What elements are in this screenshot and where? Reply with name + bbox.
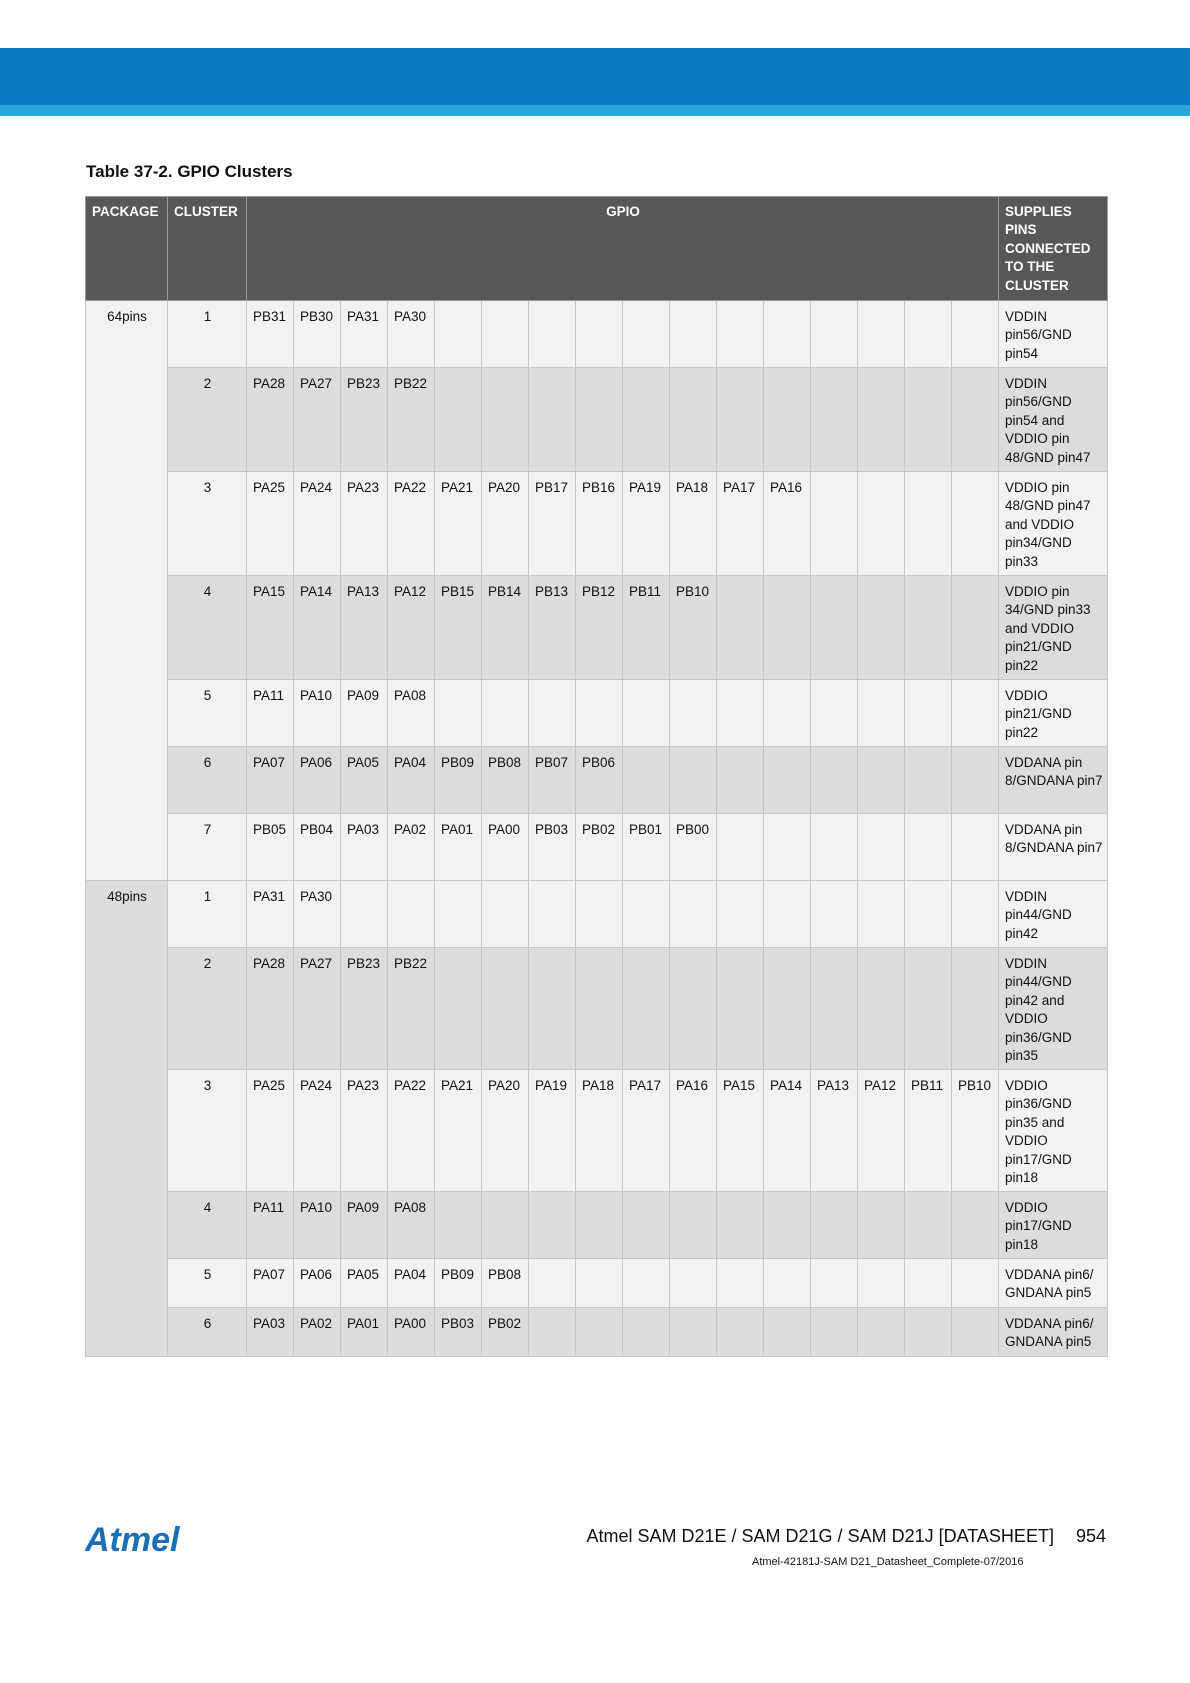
- gpio-cell: [717, 1259, 764, 1308]
- gpio-cell: [717, 368, 764, 472]
- gpio-cell: PA27: [294, 948, 341, 1070]
- gpio-cell: [670, 1308, 717, 1357]
- gpio-cell: [952, 301, 999, 368]
- gpio-cell: PB09: [435, 1259, 482, 1308]
- gpio-cell: [905, 368, 952, 472]
- gpio-cell: [905, 301, 952, 368]
- gpio-cell: PA10: [294, 680, 341, 747]
- gpio-cell: PA28: [247, 368, 294, 472]
- gpio-cell: [717, 680, 764, 747]
- gpio-cell: PA01: [341, 1308, 388, 1357]
- gpio-cell: [952, 576, 999, 680]
- supplies-cell: VDDANA pin 8/GNDANA pin7: [999, 814, 1108, 881]
- gpio-cell: PA24: [294, 472, 341, 576]
- cluster-cell: 2: [168, 368, 247, 472]
- gpio-cell: [576, 948, 623, 1070]
- gpio-cell: [764, 1259, 811, 1308]
- package-cell: 64pins: [86, 301, 168, 881]
- gpio-cell: PA09: [341, 680, 388, 747]
- header-band: [0, 48, 1190, 105]
- gpio-cell: PA04: [388, 747, 435, 814]
- gpio-cell: [623, 368, 670, 472]
- gpio-cell: PB15: [435, 576, 482, 680]
- table-row: [86, 1070, 1108, 1192]
- gpio-cell: PA09: [341, 1192, 388, 1259]
- gpio-cell: [905, 576, 952, 680]
- supplies-cell: VDDIO pin17/GND pin18: [999, 1192, 1108, 1259]
- gpio-cell: PA11: [247, 1192, 294, 1259]
- gpio-cell: PA01: [435, 814, 482, 881]
- supplies-cell: VDDANA pin6/ GNDANA pin5: [999, 1259, 1108, 1308]
- atmel-logo: [85, 1519, 201, 1559]
- gpio-cell: PB12: [576, 576, 623, 680]
- gpio-cell: [811, 1192, 858, 1259]
- gpio-cell: PA03: [247, 1308, 294, 1357]
- page-number: 954: [1075, 1526, 1106, 1546]
- gpio-cell: PB00: [670, 814, 717, 881]
- gpio-cell: [811, 1259, 858, 1308]
- gpio-cell: [858, 301, 905, 368]
- gpio-cell: PA07: [247, 1259, 294, 1308]
- gpio-cell: PA30: [388, 301, 435, 368]
- gpio-cell: PA08: [388, 1192, 435, 1259]
- gpio-cell: [811, 1308, 858, 1357]
- gpio-cell: PA05: [341, 1259, 388, 1308]
- gpio-cell: [764, 680, 811, 747]
- gpio-cell: PA23: [341, 1070, 388, 1192]
- gpio-cell: PB10: [952, 1070, 999, 1192]
- gpio-cell: PA27: [294, 368, 341, 472]
- gpio-cell: PA00: [388, 1308, 435, 1357]
- gpio-cell: [529, 301, 576, 368]
- gpio-cell: PA08: [388, 680, 435, 747]
- gpio-cell: PB13: [529, 576, 576, 680]
- supplies-cell: VDDANA pin6/ GNDANA pin5: [999, 1308, 1108, 1357]
- gpio-cell: PA16: [670, 1070, 717, 1192]
- gpio-cell: [717, 576, 764, 680]
- gpio-cell: PB11: [623, 576, 670, 680]
- supplies-cell: VDDIN pin44/GND pin42: [999, 881, 1108, 948]
- package-cell: 48pins: [86, 881, 168, 1357]
- gpio-cell: [811, 814, 858, 881]
- gpio-cell: PA02: [294, 1308, 341, 1357]
- table-body: [86, 301, 1108, 1357]
- table-row: [86, 576, 1108, 680]
- cluster-cell: 3: [168, 1070, 247, 1192]
- atmel-logo-text: Atmel: [85, 1521, 180, 1559]
- gpio-cell: PB03: [435, 1308, 482, 1357]
- table-row: [86, 881, 1108, 948]
- gpio-cell: [482, 301, 529, 368]
- gpio-cell: [623, 680, 670, 747]
- gpio-cell: [811, 301, 858, 368]
- gpio-cell: [952, 881, 999, 948]
- gpio-cell: PA06: [294, 1259, 341, 1308]
- gpio-cell: PB02: [576, 814, 623, 881]
- gpio-cell: [670, 948, 717, 1070]
- header-gpio: GPIO: [247, 197, 999, 301]
- gpio-cell: PB22: [388, 948, 435, 1070]
- table-row: [86, 301, 1108, 368]
- gpio-cell: [811, 368, 858, 472]
- gpio-cell: [435, 948, 482, 1070]
- gpio-cell: [952, 680, 999, 747]
- gpio-cell: [435, 1192, 482, 1259]
- gpio-cell: [482, 368, 529, 472]
- cluster-cell: 5: [168, 1259, 247, 1308]
- gpio-cell: PA05: [341, 747, 388, 814]
- gpio-cell: PA16: [764, 472, 811, 576]
- gpio-cell: [858, 747, 905, 814]
- gpio-cell: [811, 576, 858, 680]
- gpio-cell: [576, 301, 623, 368]
- gpio-cell: PB23: [341, 368, 388, 472]
- gpio-cell: [623, 948, 670, 1070]
- gpio-cell: [717, 1308, 764, 1357]
- gpio-cell: [858, 1308, 905, 1357]
- supplies-cell: VDDIO pin 48/GND pin47 and VDDIO pin34/GND pin33: [999, 472, 1108, 576]
- gpio-cell: [952, 368, 999, 472]
- gpio-cell: PA20: [482, 1070, 529, 1192]
- gpio-cell: PA28: [247, 948, 294, 1070]
- gpio-cell: [576, 1192, 623, 1259]
- cluster-cell: 1: [168, 881, 247, 948]
- cluster-cell: 5: [168, 680, 247, 747]
- gpio-cell: PA25: [247, 472, 294, 576]
- gpio-cell: [388, 881, 435, 948]
- gpio-cell: PB09: [435, 747, 482, 814]
- gpio-cell: [482, 680, 529, 747]
- gpio-cell: [623, 301, 670, 368]
- gpio-cell: [576, 368, 623, 472]
- gpio-cell: PA17: [623, 1070, 670, 1192]
- header-cluster: CLUSTER: [168, 197, 247, 301]
- gpio-cell: [623, 1259, 670, 1308]
- gpio-cell: [952, 1192, 999, 1259]
- gpio-cell: [858, 1192, 905, 1259]
- gpio-cell: PB10: [670, 576, 717, 680]
- gpio-cell: [576, 680, 623, 747]
- gpio-clusters-table: [85, 196, 1108, 1357]
- gpio-cell: PA18: [670, 472, 717, 576]
- gpio-cell: PB08: [482, 1259, 529, 1308]
- cluster-cell: 3: [168, 472, 247, 576]
- gpio-cell: [576, 881, 623, 948]
- gpio-cell: [858, 881, 905, 948]
- gpio-cell: [576, 1308, 623, 1357]
- gpio-cell: PB31: [247, 301, 294, 368]
- gpio-cell: PA00: [482, 814, 529, 881]
- supplies-cell: VDDIO pin36/GND pin35 and VDDIO pin17/GND pin18: [999, 1070, 1108, 1192]
- gpio-cell: PB02: [482, 1308, 529, 1357]
- gpio-cell: PB04: [294, 814, 341, 881]
- gpio-cell: [905, 1308, 952, 1357]
- gpio-cell: [670, 301, 717, 368]
- header-accent-band: [0, 105, 1190, 116]
- gpio-cell: PA04: [388, 1259, 435, 1308]
- gpio-cell: [905, 881, 952, 948]
- gpio-cell: [576, 1259, 623, 1308]
- table-row: [86, 368, 1108, 472]
- gpio-cell: [529, 1259, 576, 1308]
- gpio-cell: PA20: [482, 472, 529, 576]
- supplies-cell: VDDIO pin 34/GND pin33 and VDDIO pin21/GND pin22: [999, 576, 1108, 680]
- gpio-cell: PA22: [388, 472, 435, 576]
- gpio-cell: [952, 948, 999, 1070]
- gpio-cell: [858, 948, 905, 1070]
- gpio-cell: PB01: [623, 814, 670, 881]
- gpio-cell: [858, 368, 905, 472]
- gpio-cell: [905, 948, 952, 1070]
- gpio-cell: [717, 747, 764, 814]
- table-row: [86, 472, 1108, 576]
- table-row: [86, 948, 1108, 1070]
- cluster-cell: 6: [168, 1308, 247, 1357]
- gpio-cell: [905, 1259, 952, 1308]
- gpio-cell: PA13: [811, 1070, 858, 1192]
- gpio-cell: [905, 472, 952, 576]
- gpio-cell: PA10: [294, 1192, 341, 1259]
- gpio-cell: [717, 881, 764, 948]
- gpio-cell: [529, 1192, 576, 1259]
- gpio-cell: [670, 368, 717, 472]
- footer-title-block: [586, 1526, 1106, 1547]
- gpio-cell: [670, 1192, 717, 1259]
- gpio-cell: [811, 881, 858, 948]
- gpio-cell: PB16: [576, 472, 623, 576]
- cluster-cell: 4: [168, 576, 247, 680]
- gpio-cell: [858, 1259, 905, 1308]
- gpio-cell: [482, 1192, 529, 1259]
- gpio-cell: PA23: [341, 472, 388, 576]
- gpio-cell: PB17: [529, 472, 576, 576]
- gpio-cell: [670, 881, 717, 948]
- gpio-cell: [764, 368, 811, 472]
- gpio-cell: [858, 680, 905, 747]
- gpio-cell: [529, 948, 576, 1070]
- gpio-cell: PA15: [717, 1070, 764, 1192]
- cluster-cell: 2: [168, 948, 247, 1070]
- gpio-cell: PA11: [247, 680, 294, 747]
- gpio-cell: PB06: [576, 747, 623, 814]
- gpio-cell: PB23: [341, 948, 388, 1070]
- gpio-cell: [811, 680, 858, 747]
- table-row: [86, 1308, 1108, 1357]
- gpio-cell: [764, 1192, 811, 1259]
- gpio-cell: PA13: [341, 576, 388, 680]
- gpio-cell: PB07: [529, 747, 576, 814]
- gpio-cell: [905, 814, 952, 881]
- gpio-cell: [623, 747, 670, 814]
- footer-title: Atmel SAM D21E / SAM D21G / SAM D21J [DATASHEET]: [586, 1526, 1054, 1546]
- gpio-cell: [858, 472, 905, 576]
- gpio-cell: PA24: [294, 1070, 341, 1192]
- gpio-cell: [623, 1192, 670, 1259]
- header-package: PACKAGE: [86, 197, 168, 301]
- gpio-cell: PA12: [858, 1070, 905, 1192]
- gpio-cell: [764, 948, 811, 1070]
- gpio-cell: [670, 680, 717, 747]
- gpio-cell: PA31: [247, 881, 294, 948]
- gpio-cell: PA30: [294, 881, 341, 948]
- table-row: [86, 1192, 1108, 1259]
- gpio-cell: PA03: [341, 814, 388, 881]
- cluster-cell: 1: [168, 301, 247, 368]
- header-supplies: SUPPLIES PINS CONNECTED TO THE CLUSTER: [999, 197, 1108, 301]
- gpio-cell: PA18: [576, 1070, 623, 1192]
- gpio-cell: PA21: [435, 472, 482, 576]
- gpio-cell: [623, 1308, 670, 1357]
- gpio-cell: PB30: [294, 301, 341, 368]
- supplies-cell: VDDANA pin 8/GNDANA pin7: [999, 747, 1108, 814]
- gpio-cell: [529, 881, 576, 948]
- gpio-cell: [952, 747, 999, 814]
- gpio-cell: [435, 680, 482, 747]
- gpio-cell: [764, 747, 811, 814]
- gpio-cell: [529, 1308, 576, 1357]
- gpio-cell: [764, 881, 811, 948]
- gpio-cell: [764, 301, 811, 368]
- supplies-cell: VDDIO pin21/GND pin22: [999, 680, 1108, 747]
- gpio-cell: [435, 881, 482, 948]
- gpio-cell: [764, 576, 811, 680]
- gpio-cell: PB08: [482, 747, 529, 814]
- gpio-cell: [717, 814, 764, 881]
- table-row: [86, 814, 1108, 881]
- cluster-cell: 7: [168, 814, 247, 881]
- cluster-cell: 4: [168, 1192, 247, 1259]
- gpio-cell: PA19: [529, 1070, 576, 1192]
- gpio-cell: PA12: [388, 576, 435, 680]
- table-row: [86, 1259, 1108, 1308]
- gpio-cell: [341, 881, 388, 948]
- gpio-cell: [435, 368, 482, 472]
- gpio-cell: PA14: [294, 576, 341, 680]
- supplies-cell: VDDIN pin56/GND pin54: [999, 301, 1108, 368]
- gpio-cell: [905, 747, 952, 814]
- gpio-cell: [952, 472, 999, 576]
- table-caption: Table 37-2. GPIO Clusters: [86, 162, 293, 181]
- gpio-cell: [529, 368, 576, 472]
- gpio-cell: [858, 814, 905, 881]
- gpio-cell: [670, 747, 717, 814]
- gpio-cell: PA07: [247, 747, 294, 814]
- gpio-cell: PA21: [435, 1070, 482, 1192]
- gpio-cell: PB11: [905, 1070, 952, 1192]
- supplies-cell: VDDIN pin56/GND pin54 and VDDIO pin 48/GND pin47: [999, 368, 1108, 472]
- gpio-cell: [670, 1259, 717, 1308]
- table-row: [86, 680, 1108, 747]
- gpio-cell: [623, 881, 670, 948]
- gpio-cell: [811, 472, 858, 576]
- gpio-cell: [811, 948, 858, 1070]
- gpio-cell: PA25: [247, 1070, 294, 1192]
- gpio-cell: [905, 1192, 952, 1259]
- gpio-cell: [717, 301, 764, 368]
- footer-doc-id: Atmel-42181J-SAM D21_Datasheet_Complete-07/2016: [752, 1556, 1024, 1568]
- table-row: [86, 747, 1108, 814]
- gpio-cell: [905, 680, 952, 747]
- gpio-cell: PB14: [482, 576, 529, 680]
- gpio-cell: PA14: [764, 1070, 811, 1192]
- gpio-cell: [952, 1259, 999, 1308]
- gpio-cell: PB05: [247, 814, 294, 881]
- gpio-cell: PA15: [247, 576, 294, 680]
- table-header-row: [86, 197, 1108, 301]
- gpio-cell: [858, 576, 905, 680]
- gpio-cell: PB03: [529, 814, 576, 881]
- gpio-cell: PA02: [388, 814, 435, 881]
- gpio-cell: [435, 301, 482, 368]
- gpio-cell: PA22: [388, 1070, 435, 1192]
- gpio-cell: PA06: [294, 747, 341, 814]
- gpio-cell: PA19: [623, 472, 670, 576]
- supplies-cell: VDDIN pin44/GND pin42 and VDDIO pin36/GND pin35: [999, 948, 1108, 1070]
- gpio-cell: PB22: [388, 368, 435, 472]
- gpio-cell: [764, 814, 811, 881]
- gpio-cell: [952, 814, 999, 881]
- gpio-cell: [529, 680, 576, 747]
- gpio-cell: PA17: [717, 472, 764, 576]
- gpio-cell: [811, 747, 858, 814]
- gpio-cell: [717, 948, 764, 1070]
- gpio-cell: [717, 1192, 764, 1259]
- gpio-cell: [482, 948, 529, 1070]
- gpio-cell: PA31: [341, 301, 388, 368]
- cluster-cell: 6: [168, 747, 247, 814]
- gpio-cell: [764, 1308, 811, 1357]
- gpio-cell: [482, 881, 529, 948]
- gpio-cell: [952, 1308, 999, 1357]
